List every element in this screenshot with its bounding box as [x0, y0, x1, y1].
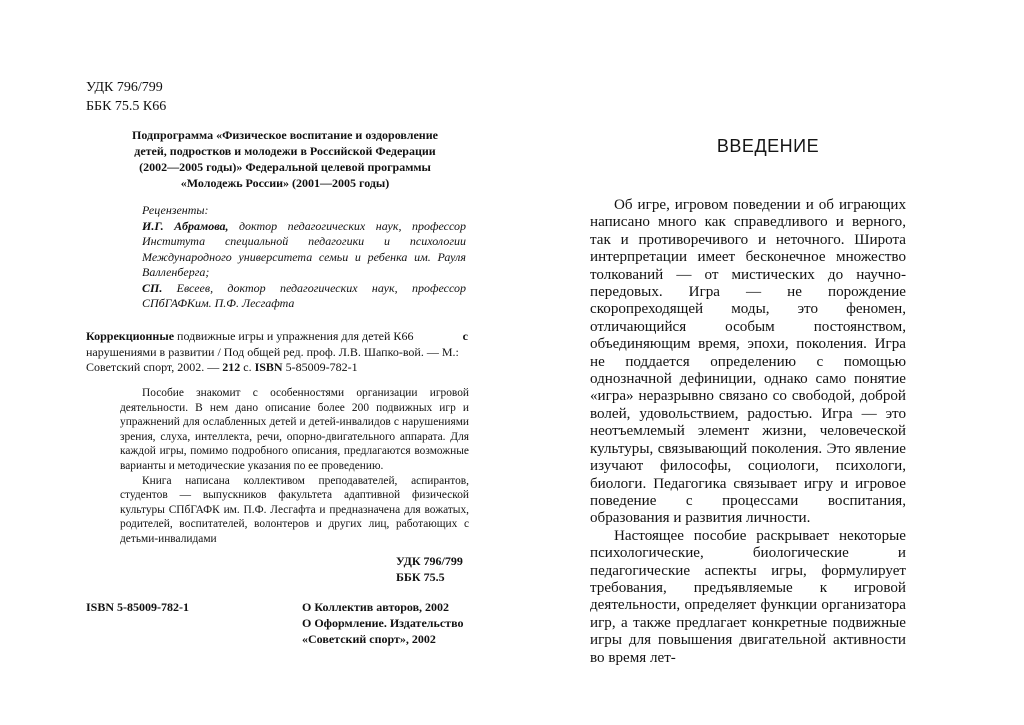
- biblio-pages: 212: [222, 360, 241, 374]
- biblio-line-1: [86, 329, 468, 345]
- reviewer-2-name: СП.: [142, 280, 163, 295]
- program-line: Подпрограмма «Физическое воспитание и оздоровление: [132, 128, 438, 142]
- biblio-bold-title: Коррекционные: [86, 329, 175, 343]
- bbk-bottom-code: ББК 75.5: [396, 570, 445, 584]
- abstract-paragraph-2: Книга написана коллективом преподавателей, аспирантов, студентов — выпускников факультета адаптивной физической культуры СПбГАФК им. П.Ф. Лесгафта и предназначена для вожатых, родителей, воспитателей, волонтеров и других лиц, работающих с детьми-инвалидами: [120, 474, 469, 545]
- isbn-line: ISBN 5-85009-782-1: [86, 600, 190, 614]
- biblio-line-3: [86, 360, 468, 376]
- intro-paragraph-1: Об игре, игровом поведении и об играющих написано много как справедливого и верного, так и противоречивого и неточного. Широта интерпретации имеет бесконечное множество толкований — от мистических до научно-передовых. Игра — не порождение скоропреходящей моды, это феномен, отличающийся особым постоянством, объединяющим время, эпохи, поколения. Игра не поддается определению с помощью однозначной дефиниции, однако само понятие «игра» неразрывно связано со свободой, доброй волей, удовольствием, радостью. Игра — это неотъемлемый элемент жизни, человеческой культуры, связывающий поколения. Это явление изучают философы, социологи, психологи, биологи. Педагогика связывает игру и игровое поведение с процессами воспитания, образования и развития личности.: [590, 197, 906, 527]
- introduction-text: [590, 197, 906, 667]
- reviewer-2-text: Евсеев, доктор педагогических наук, профессор СПбГАФКим. П.Ф. Лесгафта: [142, 280, 466, 310]
- chapter-heading: ВВЕДЕНИЕ: [716, 136, 820, 156]
- program-title: [120, 127, 450, 191]
- copyright-block: [302, 599, 463, 647]
- reviewer-1-name: И.Г. Абрамова,: [142, 218, 229, 233]
- reviewer-2: [124, 281, 466, 312]
- program-line: детей, подростков и молодежи в Российской Федерации: [134, 144, 436, 158]
- program-line: (2002—2005 годы)» Федеральной целевой программы: [139, 160, 431, 174]
- biblio-title-rest: подвижные игры и упражнения для детей К66: [174, 329, 414, 343]
- copyright-line: О Коллектив авторов, 2002: [302, 600, 450, 614]
- copyright-line: О Оформление. Издательство: [302, 616, 464, 630]
- udk-bbk-bottom: [396, 553, 463, 585]
- abstract-paragraph-1: Пособие знакомит с особенностями организации игровой деятельности. В нем дано описание более 200 подвижных игр и упражнений для ослабленных детей и детей-инвалидов с нарушениями зрения, слуха, интеллекта, речи, опорно-двигательного аппарата. Для каждой игры, помимо подробного описания, предлагаются возможные варианты и методические указания по ее проведению.: [120, 387, 469, 472]
- bbk-code: ББК 75.5 К66: [86, 99, 167, 114]
- biblio-isbn-label: ISBN: [254, 360, 283, 374]
- biblio-line1-end: с: [462, 329, 468, 343]
- udk-bottom-code: УДК 796/799: [396, 554, 463, 568]
- copyright-line: «Советский спорт», 2002: [302, 632, 436, 646]
- reviewers-header: Рецензенты:: [142, 203, 209, 217]
- intro-paragraph-2: Настоящее пособие раскрывает некоторые психологические, биологические и педагогические аспекты игры, формулирует требования, предъявляемые к игровой деятельности, определяет функции организатора игр, а также предлагает конкретные подвижные игры для повышения двигательной активности во время лет-: [590, 527, 906, 666]
- bibliographic-record: [86, 329, 468, 376]
- udk-bbk-block: [86, 78, 166, 116]
- biblio-pages-unit: с.: [240, 360, 255, 374]
- reviewer-1-text: доктор педагогических наук, профессор Института специальной педагогики и психологии Международного университета семьи и ребенка им. Рауля Валленберга;: [142, 218, 466, 279]
- biblio-isbn-number: 5-85009-782-1: [282, 360, 358, 374]
- right-page: [512, 0, 1024, 725]
- reviewers-block: [124, 203, 466, 312]
- reviewer-1: [124, 219, 466, 281]
- program-line: «Молодежь России» (2001—2005 годы): [180, 176, 390, 190]
- biblio-line-2: нарушениями в развитии / Под общей ред. проф. Л.В. Шапко-вой. — М.:: [86, 344, 459, 359]
- biblio-publisher: Советский спорт, 2002. —: [86, 360, 223, 374]
- abstract-block: [120, 386, 469, 547]
- udk-code: УДК 796/799: [86, 80, 163, 95]
